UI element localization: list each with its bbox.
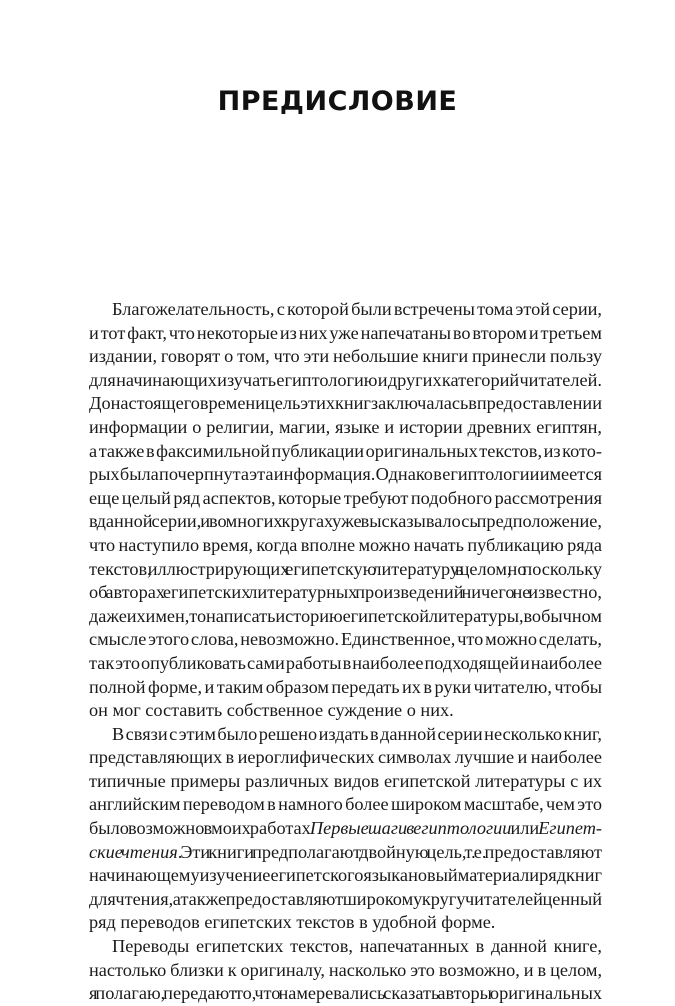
text-line: а также в факсимильной публикации оригинальных текстов, из кото- (89, 440, 602, 461)
text-line: он мог составить собственное суждение о них. (89, 700, 454, 721)
text-line: для чтения, а также предоставляют широкому кругу читателей ценный (89, 888, 603, 909)
text-line: текстов, иллюстрирующих египетскую литературу в целом, но поскольку (89, 558, 602, 579)
text-line: В связи с этим было решено издать в данной серии несколько книг, (112, 723, 602, 744)
text-line: смысле этого слова, невозможно. Единственное, что можно сделать, (89, 629, 602, 650)
text-segment: было возможно в моих работах (89, 818, 310, 839)
text-line: типичные примеры различных видов египетской литературы с их (89, 770, 602, 791)
text-line: Переводы египетских текстов, напечатанных в данной книге, (112, 936, 602, 957)
text-line: полной форме, и таким образом передать их в руки читателю, чтобы (89, 676, 603, 697)
preface-body (89, 298, 602, 1006)
page-title: ПРЕДИСЛОВИЕ (217, 86, 458, 117)
text-line: что наступило время, когда вполне можно начать публикацию ряда (89, 534, 603, 555)
paragraph-3 (89, 935, 602, 1006)
text-line: представляющих в иероглифических символах лучшие и наиболее (89, 747, 602, 768)
book-title-italic: Египет- (538, 818, 603, 839)
text-line: рых была почерпнута эта информация. Однако в египтологии имеется (89, 464, 603, 485)
text-line: издании, говорят о том, что эти небольшие книги принесли пользу (89, 346, 603, 367)
text-line: для начинающих изучать египтологию и других категорий читателей. (89, 369, 602, 390)
text-line: и тот факт, что некоторые из них уже напечатаны во втором и третьем (89, 322, 602, 343)
text-line: начинающему изучение египетского языка новый материал и ряд книг (89, 865, 602, 886)
text-line (89, 817, 602, 841)
text-line: даже их имен, то написать историю египетской литературы, в обычном (89, 605, 602, 626)
text-line: настолько близки к оригиналу, насколько это возможно, и в целом, (89, 959, 603, 980)
paragraph-1 (89, 298, 602, 723)
text-line: До настоящего времени цель этих книг заключалась в предоставлении (89, 393, 602, 414)
text-line: английским переводом в намного более широком масштабе, чем это (89, 794, 602, 815)
text-line: в данной серии, и во многих кругах уже высказывалось предположение, (89, 511, 602, 532)
text-segment: или (511, 818, 539, 839)
text-line: информации о религии, магии, языке и истории древних египтян, (89, 416, 602, 437)
text-line: Благожелательность, с которой были встречены тома этой серии, (112, 299, 602, 319)
book-title-italic: ские чтения (89, 841, 178, 862)
text-line: я полагаю, передают то, что намеревались сказать авторы оригинальных (89, 983, 602, 1004)
text-line: ряд переводов египетских текстов в удобной форме. (89, 912, 496, 933)
text-line: об авторах египетских литературных произведений ничего не известно, (89, 582, 603, 603)
book-title-italic: Первые шаги в египтологии (309, 818, 512, 839)
text-line: еще целый ряд аспектов, которые требуют подобного рассмотрения (89, 487, 602, 508)
text-line: так это опубликовать сами работы в наиболее подходящей и наиболее (89, 652, 603, 673)
text-segment: . Эти книги предполагают двойную цель, т. е. предоставляют (177, 841, 602, 862)
text-line (89, 841, 602, 865)
paragraph-2 (89, 723, 602, 935)
